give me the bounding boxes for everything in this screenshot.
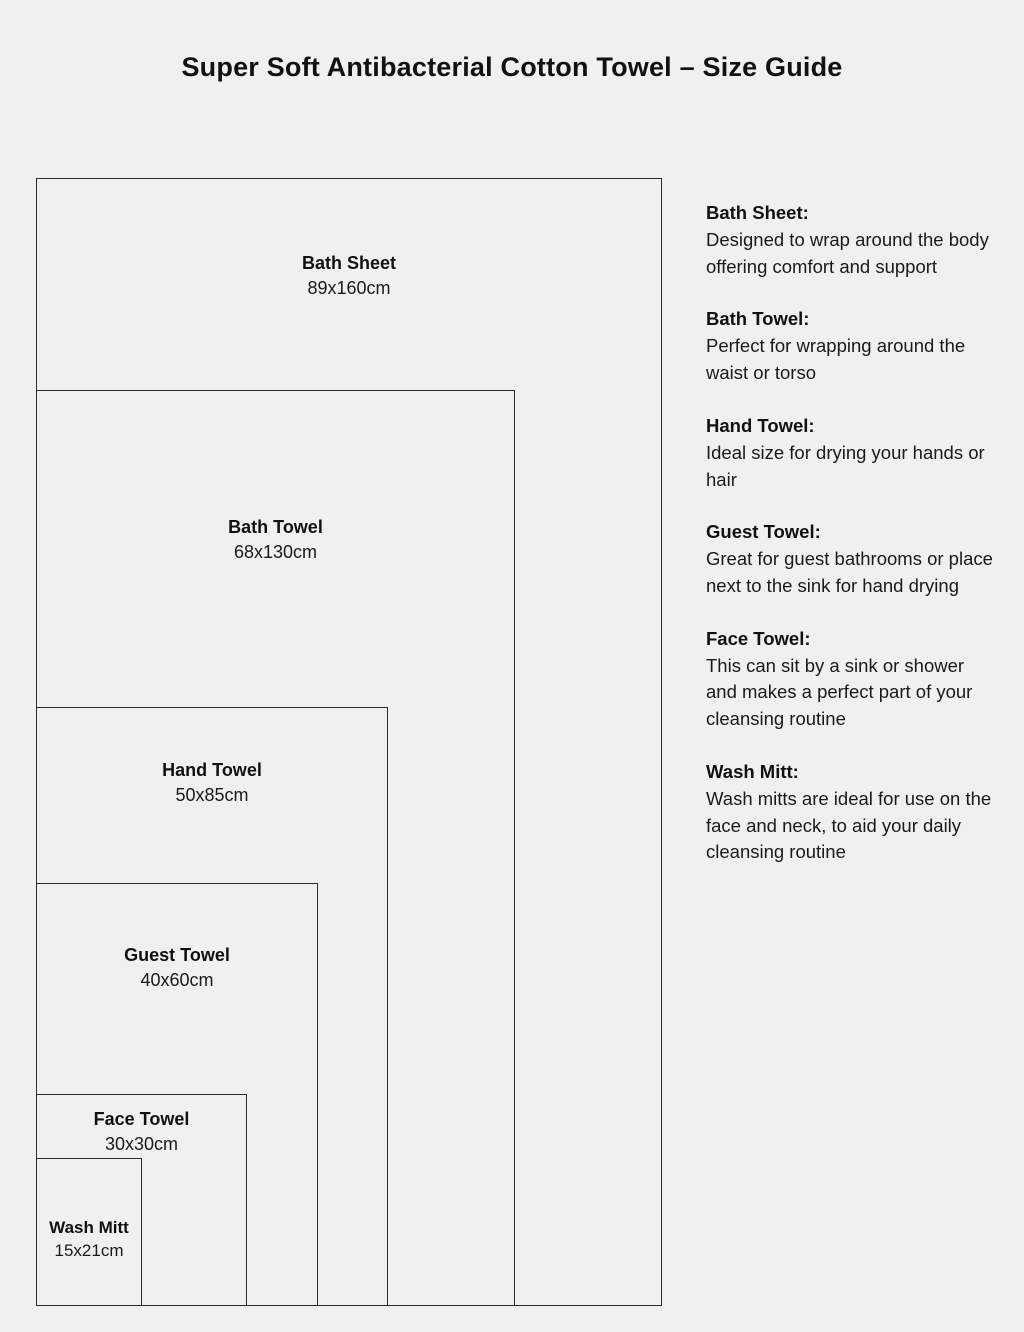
towel-size-diagram bbox=[36, 178, 664, 1306]
description-term: Bath Towel: bbox=[706, 308, 810, 330]
description-face-towel bbox=[706, 626, 996, 733]
descriptions-list bbox=[706, 200, 996, 892]
towel-name: Bath Towel bbox=[228, 517, 323, 537]
description-wash-mitt bbox=[706, 759, 996, 866]
towel-label-wash-mitt bbox=[36, 1217, 142, 1262]
description-term: Face Towel: bbox=[706, 627, 811, 649]
description-text: Designed to wrap around the body offering comfort and support bbox=[706, 228, 989, 277]
towel-label-bath-sheet bbox=[36, 252, 662, 299]
description-term: Guest Towel: bbox=[706, 521, 821, 543]
towel-dimensions: 68x130cm bbox=[233, 541, 318, 562]
towel-dimensions: 40x60cm bbox=[140, 969, 214, 990]
description-bath-sheet bbox=[706, 200, 996, 280]
description-text: This can sit by a sink or shower and makes a perfect part of your cleansing routine bbox=[706, 654, 973, 730]
description-text: Ideal size for drying your hands or hair bbox=[706, 441, 985, 490]
towel-name: Hand Towel bbox=[162, 760, 262, 780]
description-text: Perfect for wrapping around the waist or torso bbox=[706, 335, 966, 384]
description-text: Wash mitts are ideal for use on the face and neck, to aid your daily cleansing routine bbox=[706, 787, 992, 863]
towel-label-face-towel bbox=[36, 1108, 247, 1155]
towel-name: Guest Towel bbox=[124, 945, 230, 965]
towel-name: Face Towel bbox=[93, 1109, 190, 1129]
towel-dimensions: 30x30cm bbox=[104, 1133, 179, 1154]
towel-dimensions: 50x85cm bbox=[175, 784, 249, 805]
description-guest-towel bbox=[706, 519, 996, 599]
towel-dimensions: 15x21cm bbox=[54, 1241, 124, 1261]
towel-name: Bath Sheet bbox=[301, 253, 397, 273]
towel-name: Wash Mitt bbox=[49, 1218, 129, 1237]
towel-dimensions: 89x160cm bbox=[307, 277, 391, 298]
description-bath-towel bbox=[706, 306, 996, 386]
description-text: Great for guest bathrooms or place next to the sink for hand drying bbox=[706, 548, 993, 596]
description-term: Wash Mitt: bbox=[706, 761, 799, 782]
towel-label-bath-towel bbox=[36, 516, 515, 563]
towel-label-hand-towel bbox=[36, 759, 388, 806]
description-hand-towel bbox=[706, 413, 996, 493]
description-term: Hand Towel: bbox=[706, 414, 815, 436]
description-term: Bath Sheet: bbox=[706, 202, 809, 223]
page-title: Super Soft Antibacterial Cotton Towel – Size Guide bbox=[181, 52, 843, 82]
towel-label-guest-towel bbox=[36, 944, 318, 991]
